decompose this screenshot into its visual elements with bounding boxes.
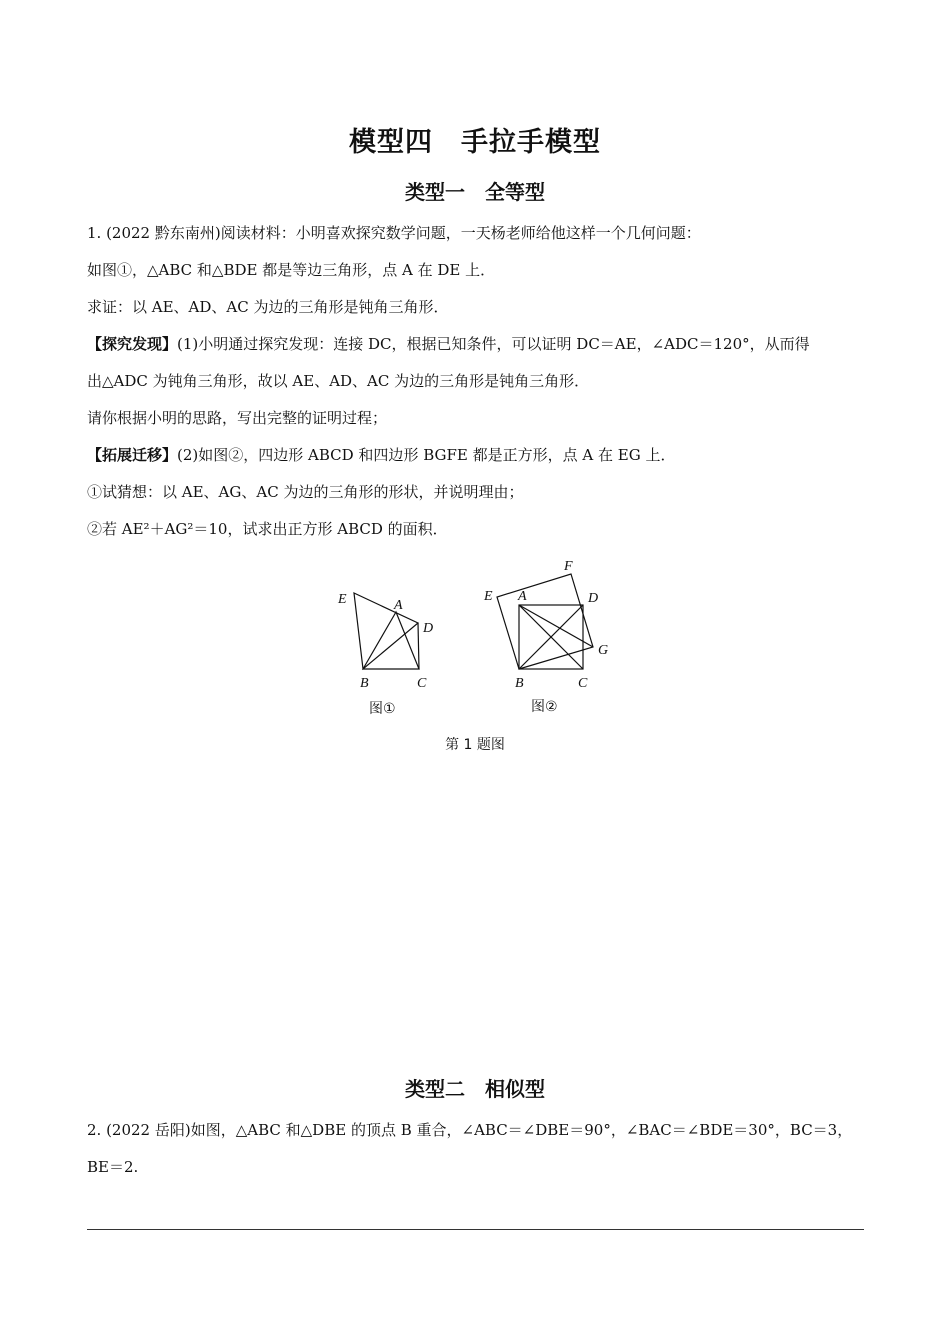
svg-text:C: C (417, 676, 427, 691)
figure1-diagram (354, 593, 419, 669)
svg-text:A: A (518, 589, 527, 604)
svg-text:B: B (360, 676, 369, 691)
geometry-figures-svg (320, 550, 630, 760)
problem1-explore-cont: 出△ADC 为钝角三角形，故以 AE、AD、AC 为边的三角形是钝角三角形． (87, 372, 590, 390)
problem2-line1: 2. (2022 岳阳)如图，△ABC 和△DBE 的顶点 B 重合，∠ABC＝∠DBE＝90°，∠BAC＝∠BDE＝30°，BC＝3， (87, 1121, 853, 1139)
problem1-figures (320, 550, 630, 760)
page-title: 模型四 手拉手模型 (349, 127, 601, 158)
svg-text:E: E (338, 592, 347, 607)
problem1-given: 如图①，△ABC 和△BDE 都是等边三角形，点 A 在 DE 上． (87, 261, 496, 279)
section-title-congruent: 类型一 全等型 (405, 180, 545, 204)
svg-text:D: D (588, 591, 599, 606)
svg-text:A: A (394, 598, 403, 613)
section-title-similar: 类型二 相似型 (405, 1077, 545, 1101)
svg-text:B: B (515, 676, 524, 691)
problem1-extend (87, 444, 867, 466)
figure2-diagram (497, 574, 593, 669)
problem1-intro: 1. (2022 黔东南州)阅读材料：小明喜欢探究数学问题，一天杨老师给他这样一个几何问题： (87, 224, 701, 242)
problem2-line2: BE＝2. (87, 1158, 139, 1176)
svg-text:F: F (564, 559, 573, 574)
problem1-explore (87, 333, 867, 355)
problem1-prove: 求证：以 AE、AD、AC 为边的三角形是钝角三角形． (87, 298, 449, 316)
footer-divider (87, 1229, 864, 1230)
explore-tag: 【探究发现】 (87, 335, 178, 353)
figure-caption: 第 1 题图 (445, 737, 505, 753)
svg-text:G: G (598, 643, 609, 658)
extend-tag: 【拓展迁移】 (87, 446, 178, 464)
svg-text:E: E (484, 589, 493, 604)
problem1-explore-task: 请你根据小明的思路，写出完整的证明过程； (87, 409, 388, 427)
svg-text:D: D (423, 621, 434, 636)
figure2-labels (483, 559, 608, 691)
problem1-sub2: ②若 AE²＋AG²＝10，试求出正方形 ABCD 的面积． (87, 520, 448, 538)
explore-text: (1)小明通过探究发现：连接 DC，根据已知条件，可以证明 DC＝AE，∠ADC＝120°，从而得 (177, 335, 810, 353)
figure1-label: 图① (369, 701, 396, 717)
figure2-label: 图② (531, 699, 558, 715)
extend-text: (2)如图②，四边形 ABCD 和四边形 BGFE 都是正方形，点 A 在 EG 上． (177, 446, 676, 464)
svg-text:C: C (578, 676, 588, 691)
problem1-sub1: ①试猜想：以 AE、AG、AC 为边的三角形的形状，并说明理由； (87, 483, 524, 501)
